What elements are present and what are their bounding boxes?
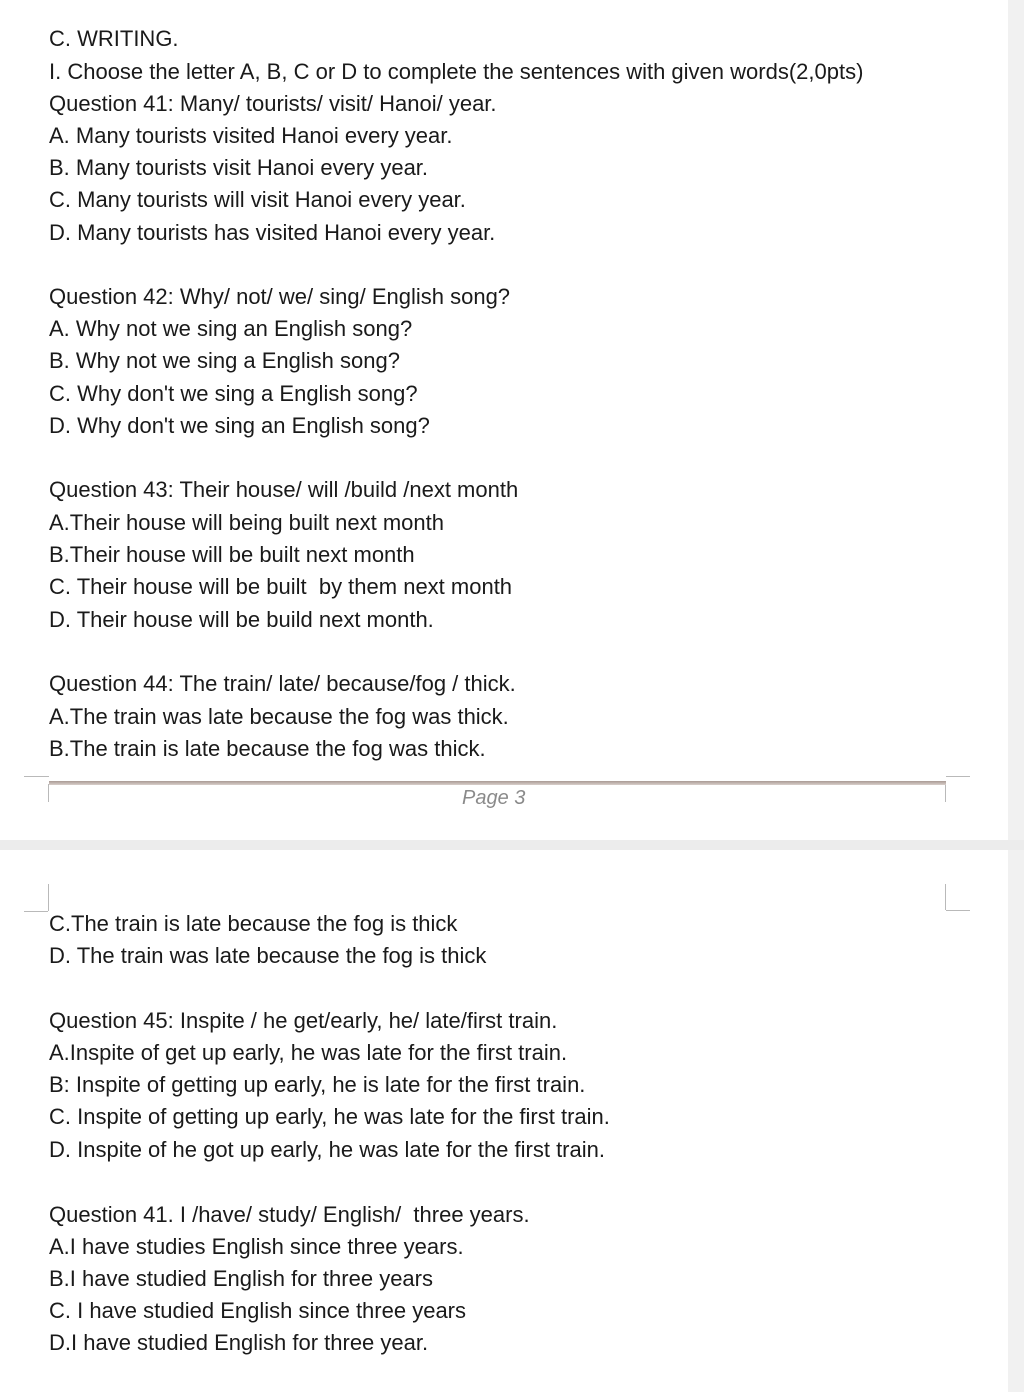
question-44-option-d: D. The train was late because the fog is thick	[49, 943, 487, 968]
page-corner-tick-top-right	[945, 884, 946, 910]
question-41-option-a: A. Many tourists visited Hanoi every year.	[49, 123, 453, 148]
page-corner-tick-bottom-left	[48, 784, 49, 802]
page-corner-tick-bottom-right	[945, 784, 946, 802]
question-41b-option-a: A.I have studies English since three years.	[49, 1234, 464, 1259]
question-44-option-c: C.The train is late because the fog is thick	[49, 911, 458, 936]
question-41-option-d: D. Many tourists has visited Hanoi every year.	[49, 220, 496, 245]
question-42-option-c: C. Why don't we sing a English song?	[49, 381, 418, 406]
document-page-bottom	[0, 850, 1008, 1392]
footer-divider	[49, 781, 946, 785]
page-corner-tick-top-left	[48, 884, 49, 911]
page-corner-mark-bottom-right	[946, 776, 970, 777]
question-42-option-d: D. Why don't we sing an English song?	[49, 413, 430, 438]
page-number: Page 3	[462, 787, 526, 809]
question-44-option-a: A.The train was late because the fog was thick.	[49, 704, 509, 729]
question-41-option-c: C. Many tourists will visit Hanoi every year.	[49, 187, 466, 212]
section-title: C. WRITING.	[49, 26, 179, 51]
question-45-option-b: B: Inspite of getting up early, he is late for the first train.	[49, 1072, 586, 1097]
question-44-option-b: B.The train is late because the fog was thick.	[49, 736, 486, 761]
question-43-option-a: A.Their house will being built next month	[49, 510, 444, 535]
question-45-prompt: Question 45: Inspite / he get/early, he/ late/first train.	[49, 1008, 558, 1033]
question-45-option-a: A.Inspite of get up early, he was late for the first train.	[49, 1040, 568, 1065]
question-43-option-b: B.Their house will be built next month	[49, 542, 415, 567]
question-42-option-b: B. Why not we sing a English song?	[49, 348, 400, 373]
question-45-option-c: C. Inspite of getting up early, he was late for the first train.	[49, 1104, 610, 1129]
question-42-option-a: A. Why not we sing an English song?	[49, 316, 413, 341]
question-41-prompt: Question 41: Many/ tourists/ visit/ Hanoi/ year.	[49, 91, 497, 116]
page-side-rail	[1008, 0, 1024, 1392]
question-41b-option-d: D.I have studied English for three year.	[49, 1330, 429, 1355]
question-41b-option-b: B.I have studied English for three years	[49, 1266, 433, 1291]
page-corner-mark-top-right	[946, 910, 970, 911]
question-45-option-d: D. Inspite of he got up early, he was late for the first train.	[49, 1137, 605, 1162]
page-gap	[0, 840, 1024, 850]
question-43-option-d: D. Their house will be build next month.	[49, 607, 434, 632]
question-43-prompt: Question 43: Their house/ will /build /next month	[49, 477, 519, 502]
page-corner-mark-top-left	[24, 911, 48, 912]
question-41-option-b: B. Many tourists visit Hanoi every year.	[49, 155, 429, 180]
instruction-text: I. Choose the letter A, B, C or D to complete the sentences with given words(2,0pts)	[49, 59, 864, 84]
question-43-option-c: C. Their house will be built by them next month	[49, 574, 513, 599]
page-corner-mark-bottom-left	[24, 776, 49, 777]
question-41b-option-c: C. I have studied English since three years	[49, 1298, 467, 1323]
question-42-prompt: Question 42: Why/ not/ we/ sing/ English song?	[49, 284, 511, 309]
question-41b-prompt: Question 41. I /have/ study/ English/ three years.	[49, 1202, 530, 1227]
question-44-prompt: Question 44: The train/ late/ because/fog / thick.	[49, 671, 516, 696]
